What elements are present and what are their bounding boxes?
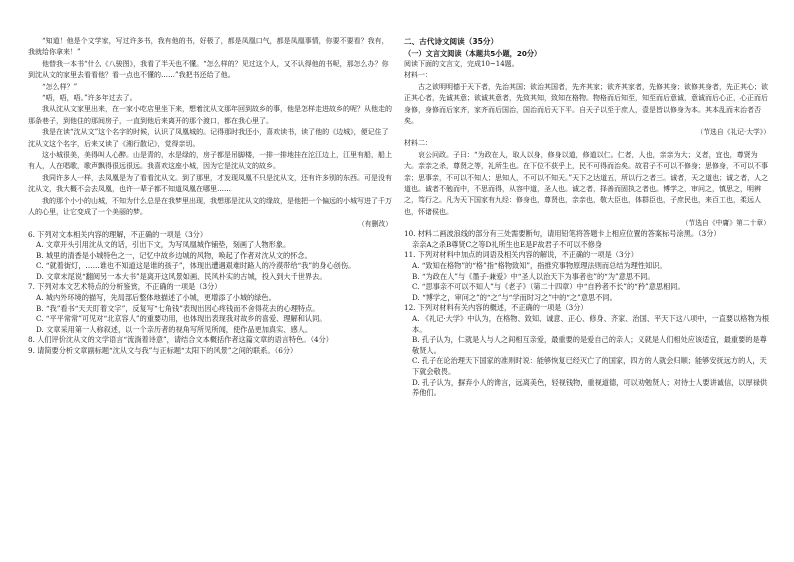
option-d: D. 文章末尾说“翻阅另一本大书”是离开这风景如画、民风朴实的古城，投入到大千世界去。 <box>36 271 327 281</box>
option-a: A. 城内外环境的描写，先局部后整体地描述了小城，更增添了小城的绿色。 <box>36 293 276 303</box>
question-7 <box>28 282 392 335</box>
story-text <box>28 36 392 230</box>
right-column <box>404 36 770 399</box>
material-1-text: 古之欲明明德于天下者，先治其国；欲治其国者，先齐其家；欲齐其家者，先修其身；欲修其身者，先正其心；欲正其心者，先诚其意；欲诚其意者，先致其知，致知在格物。物格而后知至，知至而后意诚，意诚而后心正，心正而后身修，身修而后家齐，家齐而后国治，国治而后天下平。自天子以至于庶人，壹是皆以修身为本。其本乱而末治者否矣。 <box>404 82 768 126</box>
section-heading: 二、古代诗文阅读（35分） <box>404 37 499 46</box>
option-c: C. “思事亲不可以不知人”与《老子》（第二十四章）中“自矜者不长”的“矜”意思相同。 <box>412 282 685 292</box>
option-c: C. 孔子在论治理天下国家的准则时说：能够恢复已经灭亡了的国家，四方的人就会归顺；能够安抚远方的人，天下就会敬畏。 <box>412 356 767 376</box>
material-2-text: 哀公问政。子曰：“为政在人，取人以身，修身以道，修道以仁。仁者，人也，亲亲为大；义者，宜也，尊贤为大。亲亲之杀，尊贤之等，礼所生也。在下位不获乎上，民不可得而治矣。故君子不可以不修身；思修身，不可以不事亲；思事亲，不可以不知人；思知人，不可以不知天。”天下之达道五，所以行之者三。诚者，天之道也；诚之者，人之道也。诚者不勉而中，不思而得，从容中道，圣人也。诚之者，择善而固执之者也。博学之，审问之，慎思之，明辨之，笃行之。凡为天下国家有九经：修身也，尊贤也，亲亲也，敬大臣也，体群臣也，子庶民也，来百工也，柔远人也，怀诸侯也。 <box>404 150 769 216</box>
question-stem: 7. 下列对本文艺术特点的分析鉴赏，不正确的一项是（3分） <box>28 282 222 292</box>
reading-instruction: 阅读下面的文言文，完成10~14题。 <box>404 60 519 68</box>
option-b: B. “我”看书“天天盯着文字”，反复写“七角钱”表现出因心疼钱而不舍得花去的心理特点。 <box>36 303 320 313</box>
option-d: D. “博学之，审问之”的“之”与“学而时习之”中的“之”意思不同。 <box>412 292 617 302</box>
option-c: C. “平平常常”可见对“北京容人”的重要功用，也体现出表现我对故乡的喜爱、理解和认同。 <box>36 314 327 324</box>
question-stem: 12. 下列对材料有关内容的概述，不正确的一项是（3分） <box>404 303 588 313</box>
option-b: B. 孔子认为，仁就是人与人之间相互亲爱，最重要的是爱自己的亲人；义就是人们相处应该适宜，最重要的是尊敬贤人。 <box>412 335 767 355</box>
story-source: （有删改） <box>358 219 392 228</box>
question-stem: 9. 请简要分析文章副标题“沈从文与我”与正标题“太阳下的风景”之间的联系。（6分） <box>28 346 298 356</box>
story-paragraph: “怎么样？” <box>42 82 78 91</box>
material-1-label: 材料一： <box>404 71 432 80</box>
option-a: A. 《礼记·大学》中认为，在格物、致知、诚意、正心、修身、齐家、治国、平天下这八项中，一直要以格物为根本。 <box>412 314 770 334</box>
question-11 <box>404 250 770 303</box>
question-stem: 6. 下列对文本相关内容的理解，不正确的一项是（3分） <box>28 229 208 239</box>
option-a: A. 文章开头引用沈从文的话，引出下文，为写凤凰城作铺垫，刻画了人物形象。 <box>36 240 291 250</box>
story-paragraph: 我是在读“沈从文”这个名字的时候，认识了凤凰城的。记得那时我还小，喜欢读书，读了他的《边城》，便记住了沈从文这个名字，后来又读了《湘行散记》，觉得亲切。 <box>28 128 389 148</box>
material-2-label: 材料二： <box>404 139 432 148</box>
option-c: C. “就着街灯，……谁也不知道这是谁的孩子”，体现出遭遇艰难时路人的冷漠带给“我”的身心创伤。 <box>36 261 356 271</box>
option-d: D. 孔子认为，摒弃小人的谗言，远离美色，轻视钱物，重视道德，可以劝勉贤人；对待士人要讲诚信，以厚禄供养他们。 <box>412 377 768 398</box>
story-paragraph: 我同许多人一样，去凤凰是为了看看沈从文。到了那里，才发现凤凰不只是沈从文，还有许多别的东西。可是没有沈从文，我大概不会去凤凰，也许一辈子都不知道凤凰在哪里…… <box>28 173 392 194</box>
material-2-source: （节选自《中庸》第二十章） <box>681 219 770 228</box>
question-6 <box>28 230 392 283</box>
story-paragraph: 他替我一本书“什么《八骏图》，我看了半天也不懂。“怎么样的？见过这个人，又不认得他的书呢，那怎么办？你到沈从文的家里去看看他？看一点也不懂的……”我把书还给了他。 <box>28 59 389 80</box>
question-stem: 8. 人们评价沈从文的文学语言“流淌着诗意”，请结合文本概括作者这篇文章的语言特色。（4分） <box>28 335 333 345</box>
question-stem: 11. 下列对材料中加点的词语及相关内容的解说，不正确的一项是（3分） <box>404 250 638 260</box>
option-b: B. “为政在人”与《墨子·兼爱》中“圣人以治天下为事者也”的“为”意思不同。 <box>412 271 655 281</box>
question-8 <box>28 335 392 346</box>
question-12 <box>404 303 770 398</box>
question-10 <box>404 229 770 250</box>
subsection-heading: （一）文言文阅读（本题共5小题，20分） <box>404 49 542 58</box>
material-1-source: （节选自《礼记·大学》） <box>696 128 770 137</box>
left-column <box>28 36 392 357</box>
story-paragraph: 我的那个小小的山城，不知为什么总是在我梦里出现，我想那是沈从文的缘故，是他把一个偏远的小城写进了千万人的心里，让它变成了一个美丽的梦。 <box>28 196 392 217</box>
option-a: A. “致知在格物”的“格”指“格物致知”，指推究事物原理法则而总结为理性知识。 <box>412 261 667 271</box>
question-9 <box>28 346 392 357</box>
option-d: D. 文章采用第一人称叙述，以一个亲历者的视角写所见所闻，使作品更加真实、感人。 <box>36 324 313 334</box>
story-paragraph: 这小城很美，美得叫人心醉。山是青的，水是绿的，房子都是吊脚楼，一排一排地挂在沱江边上，江里有船，船上有人，人在唱歌，歌声飘得很远很远。我喜欢这座小城，因为它是沈从文的故乡。 <box>28 151 392 171</box>
story-paragraph: 我从沈从文家里出来，在一家小吃店里坐下来，想着沈从文那年回到故乡的事，他是怎样走进故乡的呢？从他走的那条巷子，到他住的那间房子，一直到他后来离开的那个渡口，都在我心里了。 <box>28 105 392 125</box>
sentence-break-options: 亲亲A之杀B尊贤C之等D礼所生也E是F故君子不可以不修身 <box>412 239 603 249</box>
story-paragraph: “唔，唔，唔。”许多年过去了。 <box>42 94 137 103</box>
question-stem: 10. 材料二画波浪线的部分有三处需要断句，请用铅笔将答题卡上相应位置的答案标号涂黑。（3分） <box>404 229 721 239</box>
story-paragraph: “知道！他是个文学家，写过许多书，我有他的书，好极了，都是凤凰口气，都是凤凰事情，你要不要看？我有，我就给你拿来！” <box>28 37 389 57</box>
option-b: B. 城里的清香是小城特色之一，记忆中故乡边城的风物，唤起了作者对沈从文的怀念。 <box>36 250 312 260</box>
